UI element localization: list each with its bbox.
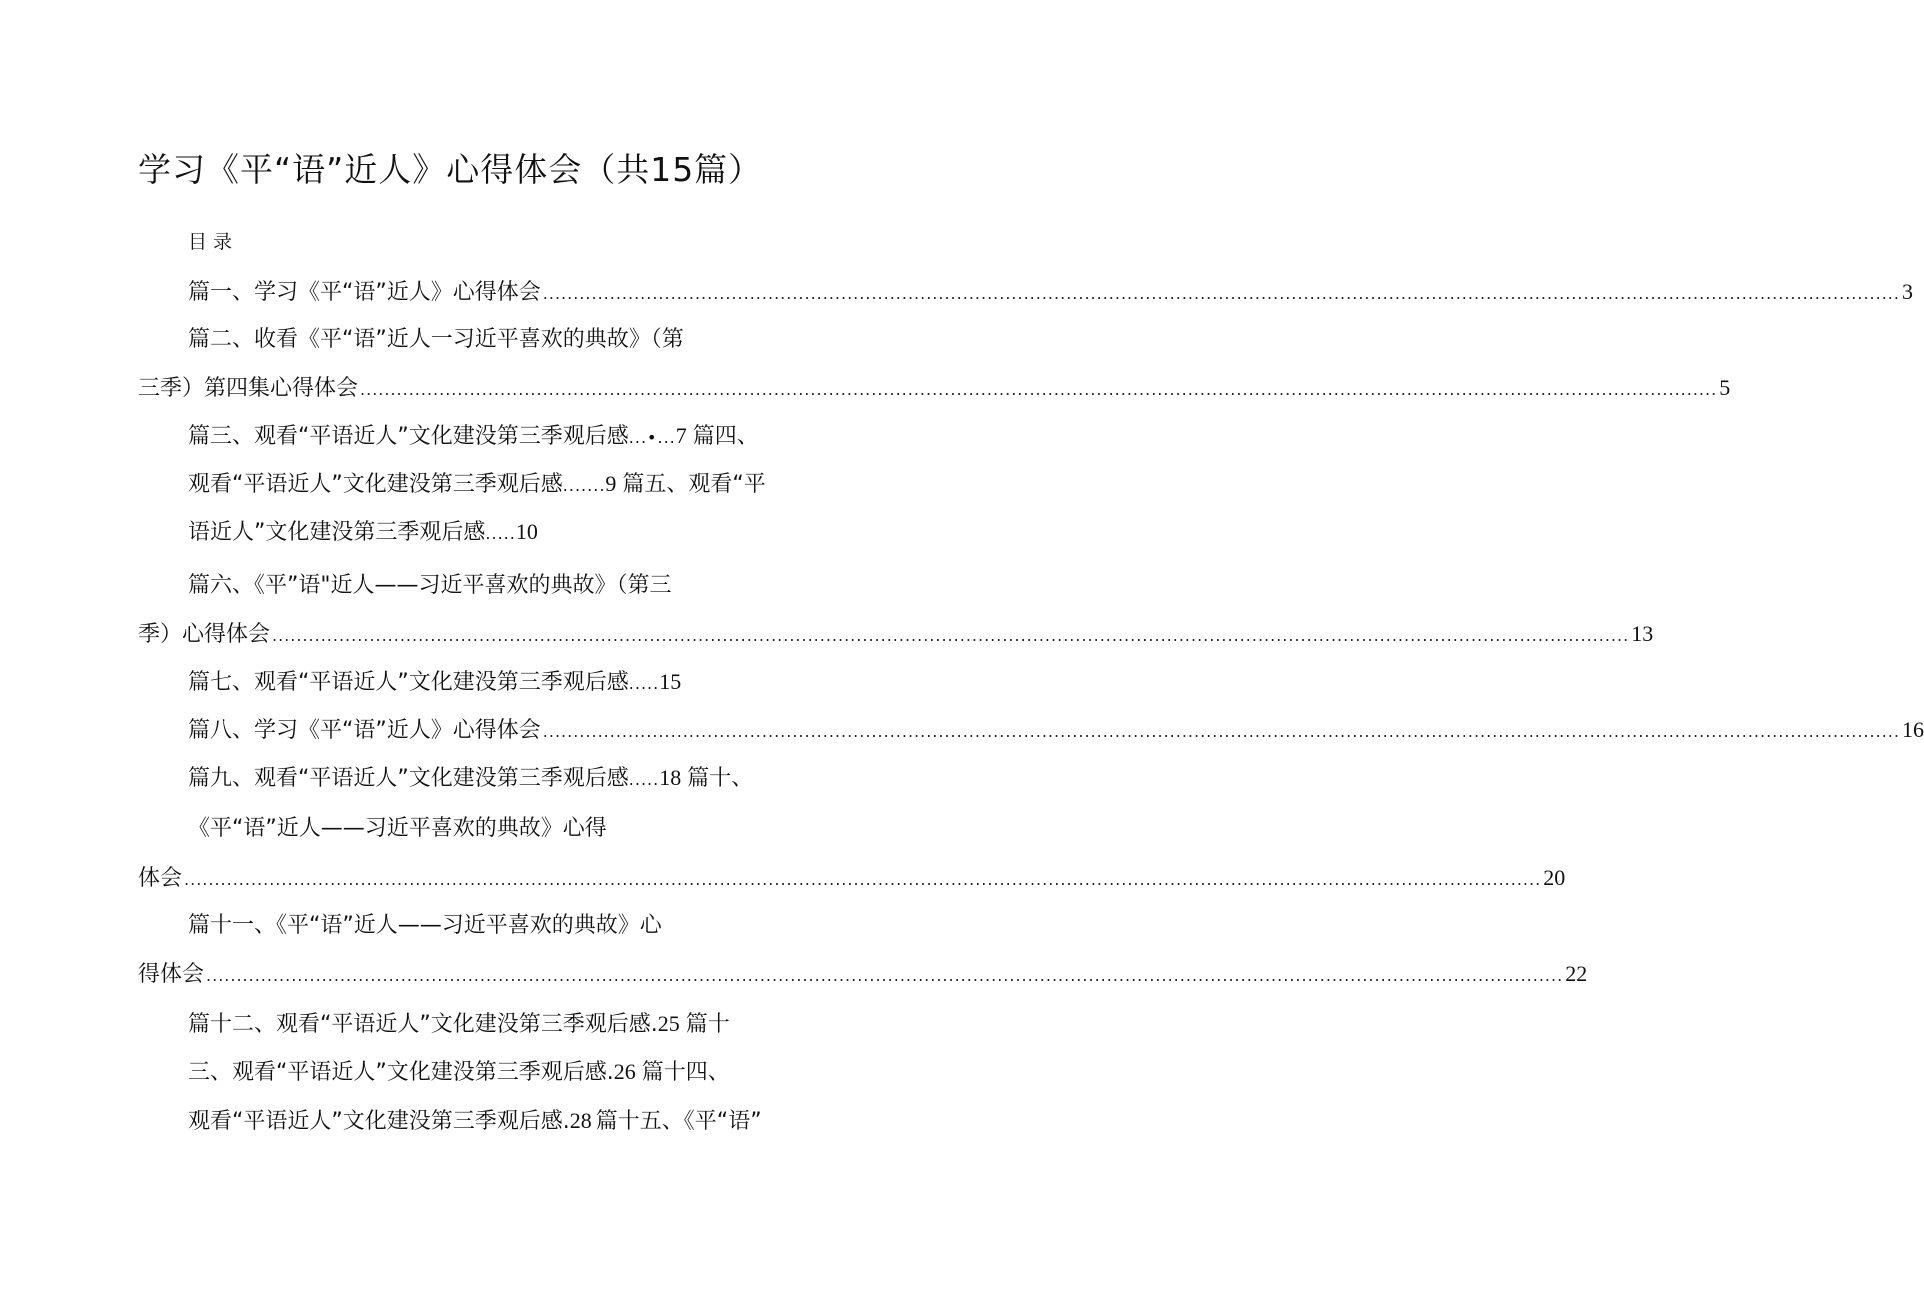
dot-leader: ............................................................................................................................................................................................................................... [184,870,1542,889]
toc-entry-text: 篇三、观看“平语近人”文化建没第三季观后感 [188,424,629,449]
toc-entry-2-cont[interactable] [138,372,1731,406]
toc-entry-14[interactable] [188,1105,762,1138]
toc-page-number: 13 [1631,621,1654,646]
toc-entry-9[interactable] [188,762,753,796]
toc-entry-6[interactable] [188,570,672,602]
toc-page-number: 5 [1719,375,1731,400]
toc-entry-text: 篇十五、《平“语” [595,1109,762,1134]
toc-entry-text: 体会 [138,866,183,891]
dot-leader: ............................................................................................................................................................................................................................... [360,380,1718,399]
toc-entry-text: 得体会 [138,962,205,987]
toc-entry-2[interactable] [188,324,684,356]
dot-leader: ............................................................................................................................................................................................................................... [542,284,1900,303]
toc-entry-11[interactable] [188,910,662,942]
toc-entry-text: 篇五、观看“平 [622,472,766,497]
toc-page-number: 7 [675,423,687,448]
document-title: 学习《平“语”近人》心得体会（共15篇） [138,150,763,189]
toc-entry-5[interactable] [188,516,538,550]
toc-entry-text: 篇十二、观看“平语近人”文化建没第三季观后感. [188,1012,658,1037]
dot-leader: ....... [562,476,606,495]
toc-page-number: 10 [515,519,538,544]
toc-entry-8[interactable] [188,714,1924,748]
toc-page-number: 15 [659,669,682,694]
dot-leader: ..... [628,770,660,789]
toc-page-number: 18 [659,765,682,790]
toc-entry-11-cont[interactable] [138,958,1588,992]
toc-entry-4[interactable] [188,468,766,502]
toc-entry-text: 篇六、《平”语"近人——习近平喜欢的典故》（第三 [188,573,672,598]
toc-entry-text: 篇二、收看《平“语”近人一习近平喜欢的典故》（第 [188,327,684,352]
dot-leader: ............................................................................................................................................................................................................................... [272,626,1630,645]
toc-entry-text: 《平“语”近人——习近平喜欢的典故》心得 [188,816,607,841]
toc-entry-12[interactable] [188,1008,730,1041]
toc-entry-10-cont[interactable] [138,862,1566,896]
toc-entry-1[interactable] [188,276,1913,310]
toc-page-number: 20 [1543,865,1566,890]
toc-entry-text: 篇七、观看“平语近人”文化建没第三季观后感 [188,670,629,695]
toc-entry-text: 篇十四、 [641,1060,730,1085]
toc-page-number: 9 [605,471,617,496]
toc-page-number: 28 [569,1108,592,1133]
toc-entry-3[interactable] [188,420,759,454]
toc-entry-7[interactable] [188,666,681,700]
toc-entry-text: 观看“平语近人”文化建没第三季观后感. [188,1109,570,1134]
toc-page-number: 25 [657,1011,680,1036]
toc-entry-text: 语近人”文化建没第三季观后感 [188,520,486,545]
toc-entry-text: 三季）第四集心得体会 [138,376,359,401]
toc-heading: 目录 [188,231,239,253]
toc-entry-text: 篇十一、《平“语”近人——习近平喜欢的典故》心 [188,913,662,938]
toc-entry-13[interactable] [188,1056,730,1089]
toc-entry-text: 篇十 [685,1012,730,1037]
dot-leader: ............................................................................................................................................................................................................................... [206,966,1564,985]
toc-entry-text: 三、观看“平语近人”文化建没第三季观后感. [188,1060,614,1085]
dot-leader: ..... [485,524,516,543]
dot-leader: ............................................................................................................................................................................................................................... [542,722,1900,741]
toc-page-number: 22 [1565,961,1588,986]
dot-leader: ..... [628,674,660,693]
toc-entry-text: 观看“平语近人”文化建没第三季观后感 [188,472,563,497]
toc-page-number: 26 [613,1059,636,1084]
toc-page-number: 16 [1901,717,1924,742]
dot-leader: ...•... [628,428,676,447]
toc-entry-10[interactable] [188,813,607,845]
toc-entry-text: 篇一、学习《平“语”近人》心得体会 [188,280,541,305]
toc-entry-text: 篇十、 [687,766,754,791]
toc-entry-text: 篇四、 [692,424,759,449]
toc-entry-text: 篇八、学习《平“语”近人》心得体会 [188,718,541,743]
toc-page-number: 3 [1901,279,1913,304]
toc-entry-text: 季）心得体会 [138,622,271,647]
toc-entry-text: 篇九、观看“平语近人”文化建没第三季观后感 [188,766,629,791]
toc-entry-6-cont[interactable] [138,618,1654,652]
